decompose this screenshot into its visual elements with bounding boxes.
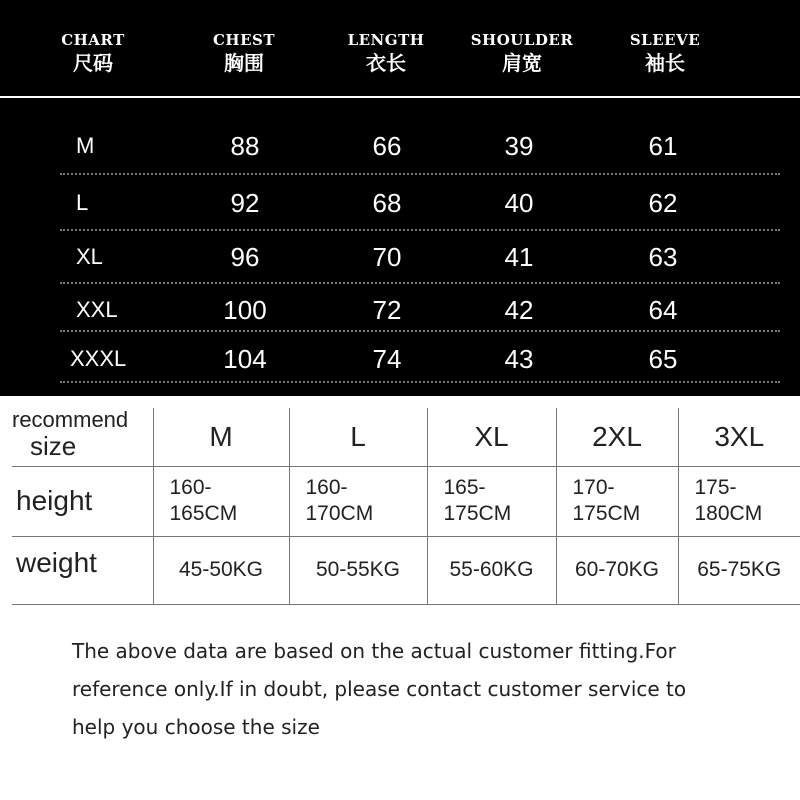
- height-from: 160-: [305, 476, 348, 499]
- header-shoulder-en: SHOULDER: [470, 31, 574, 49]
- weight-value: 60-70KG: [556, 536, 678, 604]
- row-divider: [60, 330, 780, 332]
- row-chest: 92: [230, 188, 260, 218]
- header-chart-en: CHART: [61, 31, 125, 49]
- header-shoulder-zh: 肩宽: [502, 51, 542, 75]
- header-chart: [33, 30, 153, 76]
- header-sleeve: [605, 30, 725, 76]
- weight-row: [12, 536, 800, 604]
- height-to: 165CM: [169, 502, 238, 525]
- header-chest: [184, 30, 304, 76]
- row-chest: 100: [223, 295, 267, 325]
- row-shoulder: 40: [504, 188, 534, 218]
- height-from: 165-: [443, 476, 486, 499]
- row-sleeve: 61: [648, 131, 678, 161]
- height-from: 160-: [169, 476, 212, 499]
- recommend-label-line1: recommend: [12, 406, 129, 432]
- row-size: L: [76, 190, 89, 215]
- weight-value: 65-75KG: [678, 536, 800, 604]
- row-divider: [60, 173, 780, 175]
- header-length: [326, 30, 446, 76]
- weight-label: weight: [12, 536, 153, 604]
- height-value: [153, 466, 289, 536]
- height-value: [427, 466, 556, 536]
- height-from: 175-: [694, 476, 737, 499]
- row-shoulder: 41: [504, 242, 534, 272]
- row-size: XXXL: [70, 346, 127, 371]
- row-length: 74: [372, 344, 402, 374]
- row-sleeve: 65: [648, 344, 678, 374]
- row-length: 72: [372, 295, 402, 325]
- height-value: [289, 466, 427, 536]
- header-sleeve-en: SLEEVE: [629, 31, 701, 49]
- header-chest-en: CHEST: [212, 31, 276, 49]
- row-length: 68: [372, 188, 402, 218]
- row-sleeve: 64: [648, 295, 678, 325]
- height-to: 175CM: [443, 502, 512, 525]
- note-line3: help you choose the size: [72, 715, 320, 739]
- weight-value: 50-55KG: [289, 536, 427, 604]
- size-2xl: 2XL: [556, 408, 678, 466]
- row-chest: 96: [230, 242, 260, 272]
- height-label: height: [12, 466, 153, 536]
- height-value: [556, 466, 678, 536]
- header-chart-zh: 尺码: [73, 51, 113, 75]
- row-size: XXL: [76, 297, 118, 322]
- row-size: XL: [76, 244, 103, 269]
- header-shoulder: [462, 30, 582, 76]
- row-chest: 104: [223, 344, 267, 374]
- header-length-en: LENGTH: [347, 31, 425, 49]
- size-xl: XL: [427, 408, 556, 466]
- recommend-table: [12, 408, 800, 605]
- row-shoulder: 39: [504, 131, 534, 161]
- note-line2: reference only.If in doubt, please contact customer service to: [72, 677, 687, 701]
- height-from: 170-: [572, 476, 615, 499]
- fitting-note: [72, 632, 772, 746]
- row-sleeve: 63: [648, 242, 678, 272]
- row-divider: [60, 282, 780, 284]
- recommend-size-row: [12, 408, 800, 466]
- height-to: 175CM: [572, 502, 641, 525]
- row-size: M: [76, 133, 95, 158]
- height-to: 180CM: [694, 502, 763, 525]
- row-shoulder: 42: [504, 295, 534, 325]
- size-3xl: 3XL: [678, 408, 800, 466]
- weight-value: 55-60KG: [427, 536, 556, 604]
- header-sleeve-zh: 袖长: [645, 51, 685, 75]
- row-divider: [60, 381, 780, 383]
- recommend-size-label: [12, 408, 153, 466]
- header-divider: [0, 96, 800, 98]
- row-chest: 88: [230, 131, 260, 161]
- height-to: 170CM: [305, 502, 374, 525]
- row-sleeve: 62: [648, 188, 678, 218]
- header-chest-zh: 胸围: [224, 51, 264, 75]
- note-line1: The above data are based on the actual customer fitting.For: [72, 639, 676, 663]
- row-divider: [60, 229, 780, 231]
- size-m: M: [153, 408, 289, 466]
- height-row: [12, 466, 800, 536]
- height-value: [678, 466, 800, 536]
- row-length: 70: [372, 242, 402, 272]
- size-chart-panel: [0, 0, 800, 396]
- row-shoulder: 43: [504, 344, 534, 374]
- weight-value: 45-50KG: [153, 536, 289, 604]
- size-l: L: [289, 408, 427, 466]
- recommend-label-line2: size: [30, 430, 77, 461]
- header-length-zh: 衣长: [366, 51, 406, 75]
- row-length: 66: [372, 131, 402, 161]
